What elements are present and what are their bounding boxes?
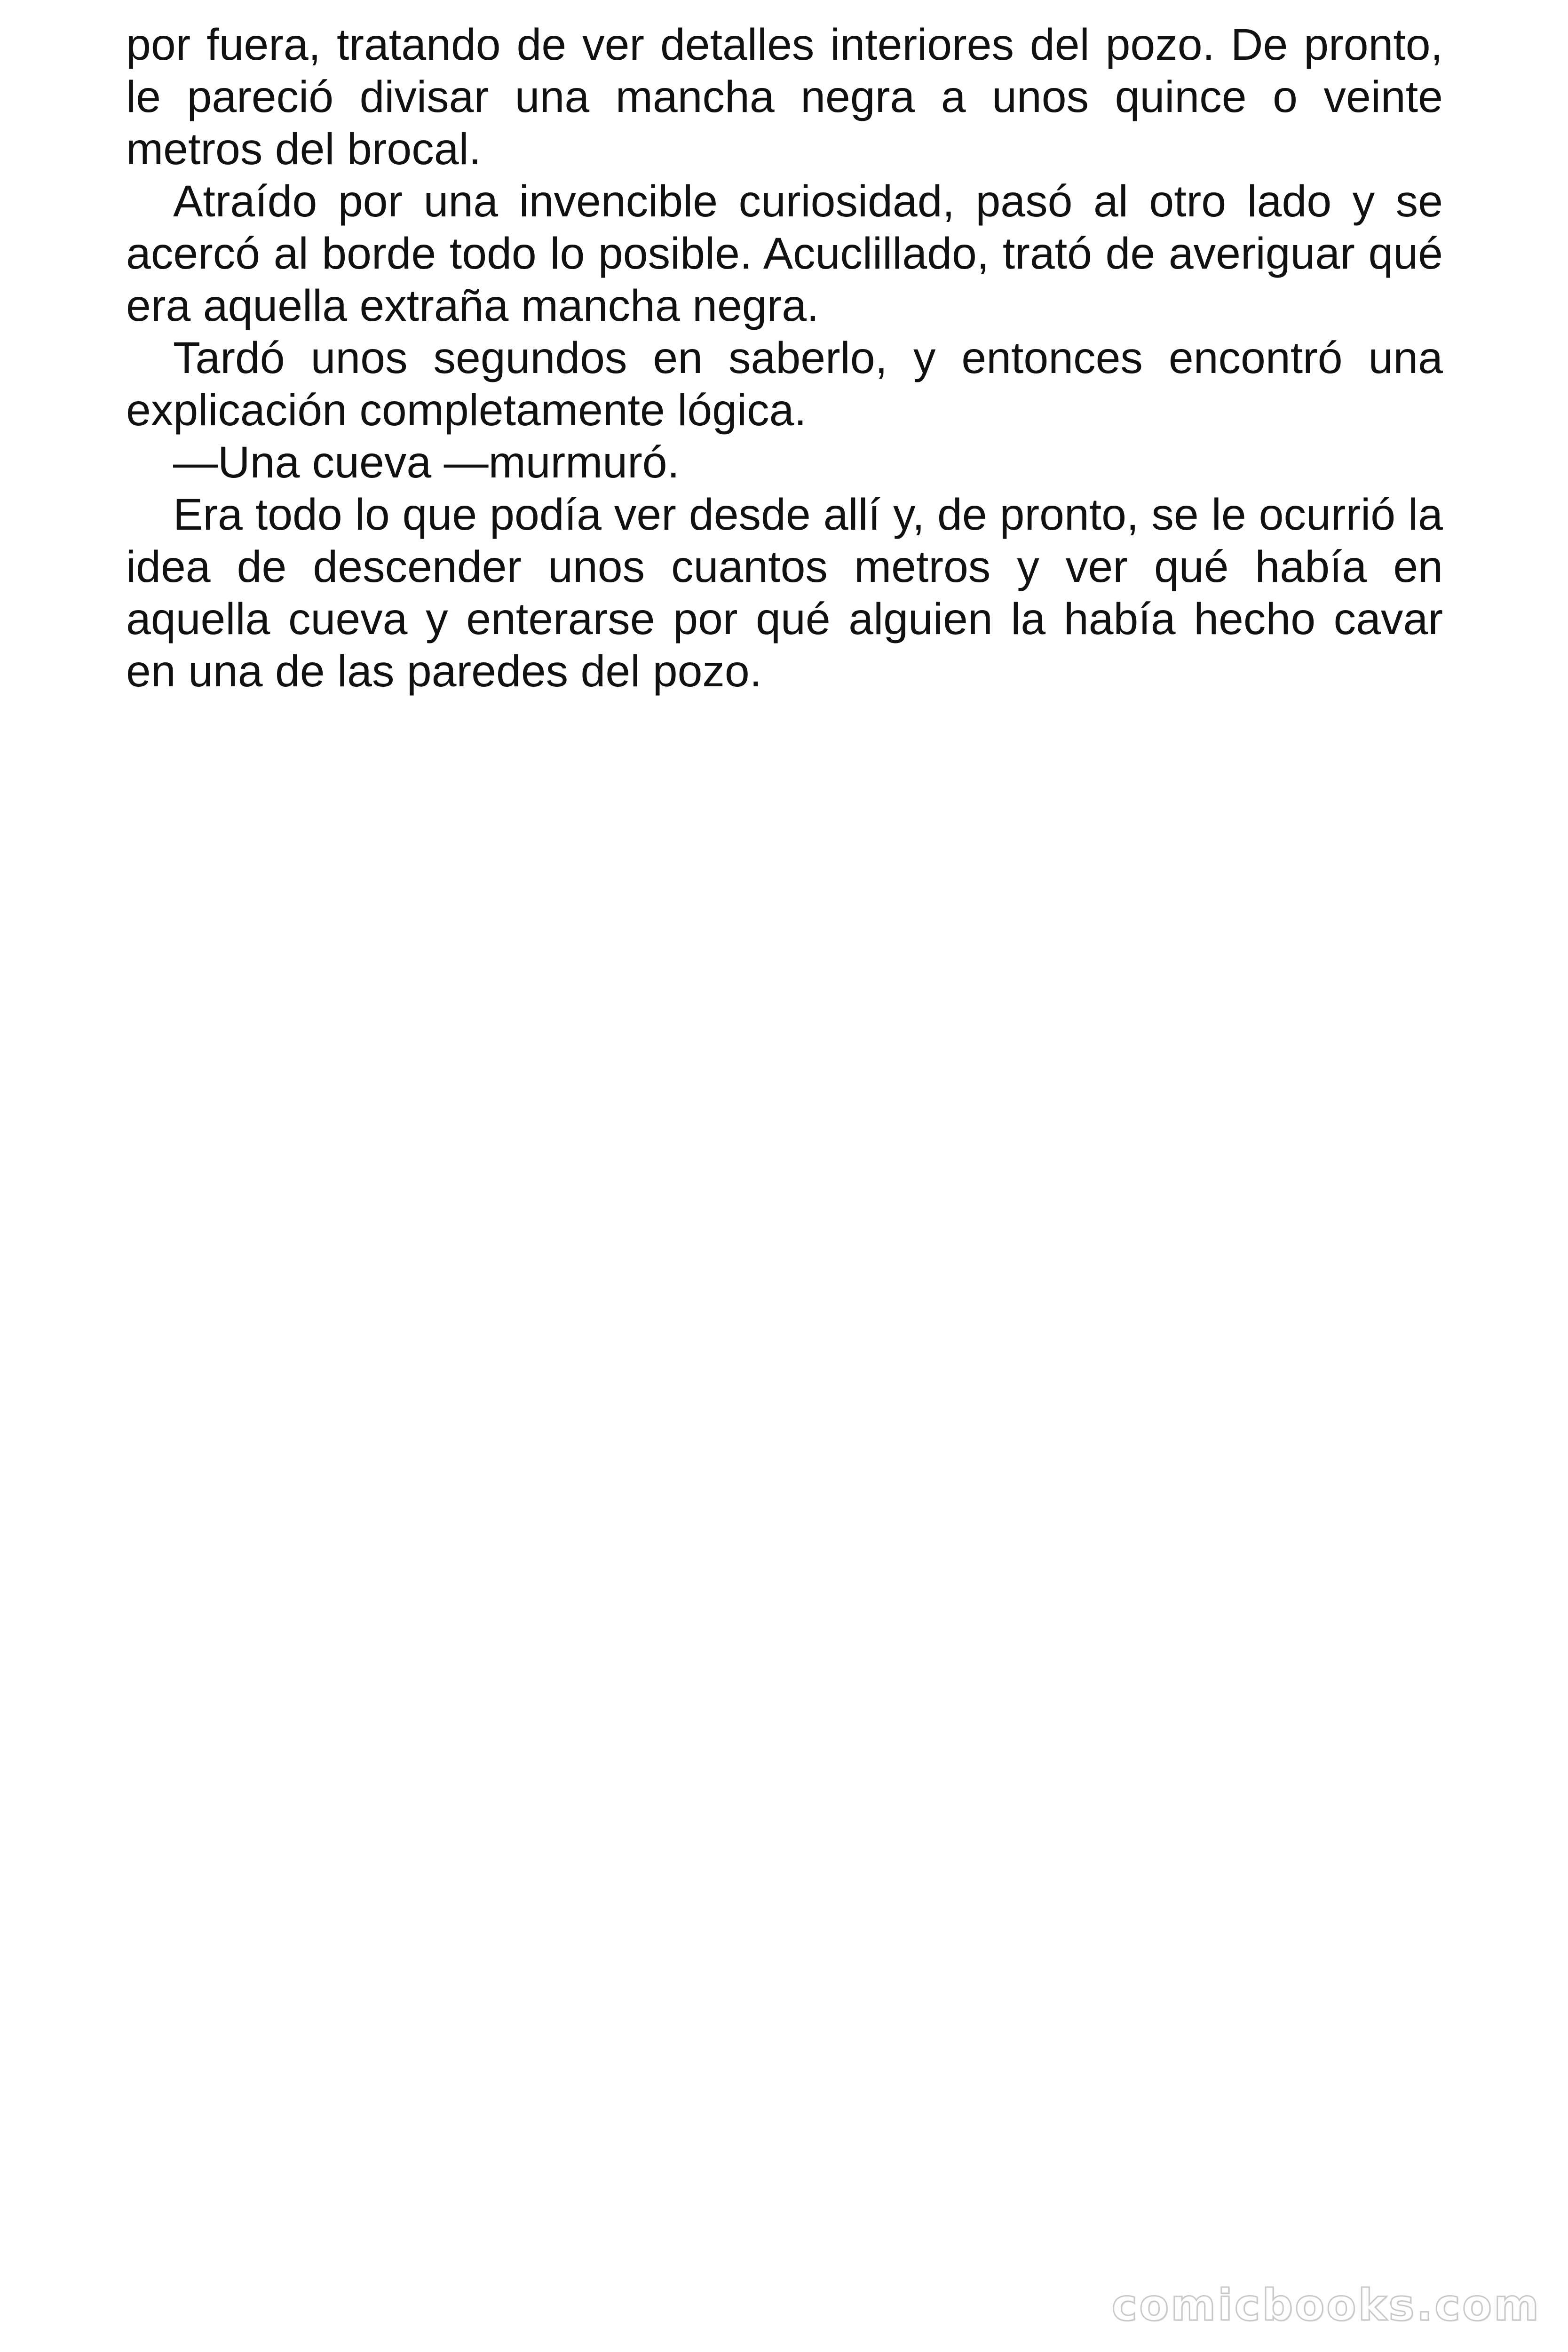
watermark: comicbooks.com: [1111, 2280, 1541, 2330]
page-body-text: [126, 19, 1443, 698]
paragraph-1: por fuera, tratando de ver detalles interiores del pozo. De pronto, le pareció divisar una mancha negra a unos quince o veinte metros del brocal.: [126, 20, 1443, 174]
paragraph-4: —Una cueva —murmuró.: [173, 437, 680, 487]
paragraph-3: Tardó unos segundos en saberlo, y entonces encontró una explicación completamente lógica.: [126, 333, 1443, 435]
paragraph-2: Atraído por una invencible curiosidad, pasó al otro lado y se acercó al borde todo lo posible. Acuclillado, trató de averiguar qué era aquella extraña mancha negra.: [126, 176, 1443, 331]
paragraph-5: Era todo lo que podía ver desde allí y, de pronto, se le ocurrió la idea de descender unos cuantos metros y ver qué había en aquella cueva y enterarse por qué alguien la había hecho cavar en una de las paredes del pozo.: [126, 490, 1443, 696]
